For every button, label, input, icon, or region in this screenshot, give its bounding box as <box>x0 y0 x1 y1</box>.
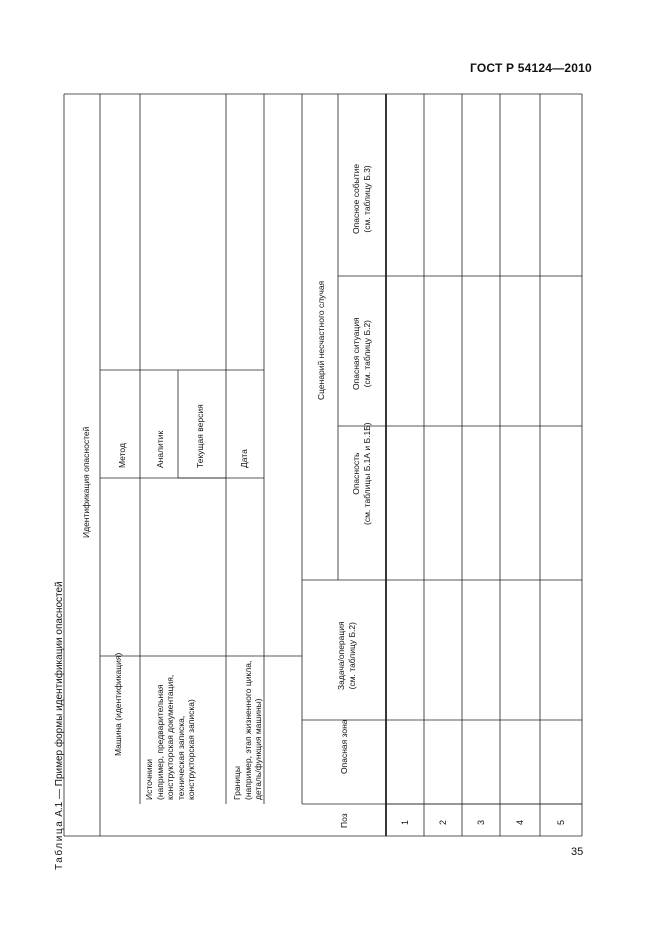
sources-line-2: (например, предварительная <box>154 684 165 800</box>
task-header-line-1: Задача/операция <box>336 621 346 690</box>
task-header <box>336 621 357 690</box>
sources-line-4: техническая записка, <box>175 715 186 800</box>
boundaries-label <box>232 661 264 800</box>
machine-label: Машина (идентификация) <box>113 652 123 756</box>
sources-label <box>144 675 197 800</box>
row-number-5: 5 <box>556 819 566 825</box>
event-header <box>351 164 372 234</box>
hazard-header-line-1: Опасность <box>351 452 361 495</box>
hazard-identification-title: Идентификация опасностей <box>81 426 91 538</box>
pos-header: Поз <box>339 813 349 828</box>
row-number-3: 3 <box>476 819 486 825</box>
analyst-label: Аналитик <box>155 430 165 468</box>
sources-line-3: конструкторская документация, <box>165 674 175 800</box>
table-caption-text: А.1 — Пример формы идентификации опасностей <box>54 581 65 817</box>
boundaries-line-3: деталь/функция машины) <box>253 698 263 800</box>
event-header-line-1: Опасное событие <box>351 163 361 234</box>
hazard-zone-header: Опасная зона <box>339 719 349 774</box>
boundaries-line-1: Границы <box>232 766 242 800</box>
event-header-line-2: (см. таблицу Б.3) <box>361 165 372 233</box>
current-version-label: Текущая версия <box>195 404 205 468</box>
row-number-2: 2 <box>438 819 448 825</box>
task-header-line-2: (см. таблицу Б.2) <box>346 622 357 690</box>
situation-header-line-2: (см. таблицу Б.2) <box>361 319 372 388</box>
sources-line-1: Источники <box>144 758 154 800</box>
boundaries-line-2: (например, этап жизненного цикла, <box>242 660 253 800</box>
row-number-4: 4 <box>515 819 525 825</box>
situation-header <box>351 317 372 390</box>
hazard-header-line-2: (см. таблицы Б.1А и Б.1Б) <box>361 422 372 525</box>
sources-line-5: конструкторская записка) <box>186 699 196 800</box>
table-caption-prefix: Таблица <box>54 819 65 870</box>
document-standard-number: ГОСТ Р 54124—2010 <box>470 61 592 75</box>
page-number: 35 <box>571 846 584 858</box>
date-label: Дата <box>239 449 249 468</box>
method-label: Метод <box>117 443 127 468</box>
hazard-header <box>351 422 372 525</box>
scenario-header: Сценарий несчастного случая <box>316 280 326 400</box>
row-number-1: 1 <box>400 819 410 825</box>
situation-header-line-1: Опасная ситуация <box>351 317 361 390</box>
